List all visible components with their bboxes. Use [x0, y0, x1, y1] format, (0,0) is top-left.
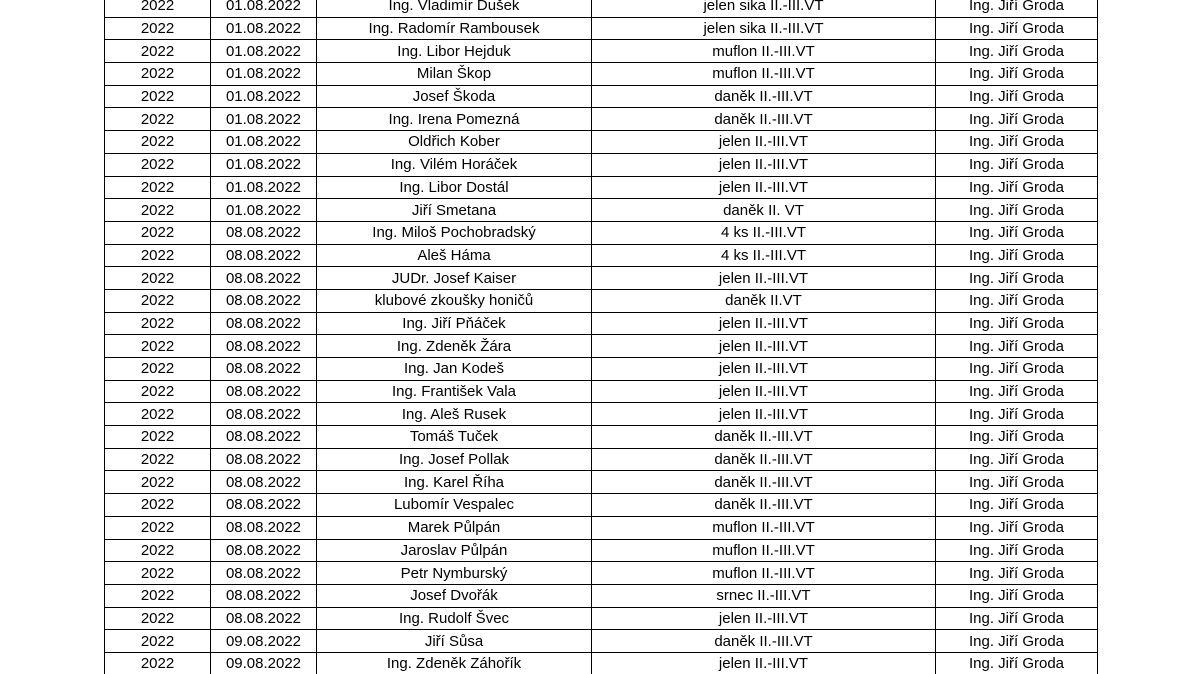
leader-cell: Ing. Jiří Groda: [936, 199, 1098, 222]
date-cell: 01.08.2022: [211, 108, 317, 131]
name-cell: Ing. Rudolf Švec: [317, 607, 592, 630]
leader-cell: Ing. Jiří Groda: [936, 426, 1098, 449]
date-cell: 08.08.2022: [211, 607, 317, 630]
table-row: [105, 630, 1098, 653]
table-row: [105, 516, 1098, 539]
game-cell: jelen sika II.-III.VT: [592, 17, 936, 40]
year-cell: 2022: [105, 267, 211, 290]
leader-cell: Ing. Jiří Groda: [936, 358, 1098, 381]
table-row: [105, 652, 1098, 674]
date-cell: 08.08.2022: [211, 335, 317, 358]
table-row: [105, 426, 1098, 449]
table-row: [105, 17, 1098, 40]
year-cell: 2022: [105, 448, 211, 471]
table-row: [105, 63, 1098, 86]
game-cell: jelen II.-III.VT: [592, 403, 936, 426]
date-cell: 08.08.2022: [211, 403, 317, 426]
game-cell: muflon II.-III.VT: [592, 539, 936, 562]
table-row: [105, 289, 1098, 312]
leader-cell: Ing. Jiří Groda: [936, 471, 1098, 494]
game-cell: daněk II.-III.VT: [592, 108, 936, 131]
leader-cell: Ing. Jiří Groda: [936, 335, 1098, 358]
table-row: [105, 562, 1098, 585]
date-cell: 01.08.2022: [211, 199, 317, 222]
name-cell: Jiří Smetana: [317, 199, 592, 222]
date-cell: 08.08.2022: [211, 584, 317, 607]
date-cell: 08.08.2022: [211, 289, 317, 312]
name-cell: Ing. Libor Hejduk: [317, 40, 592, 63]
year-cell: 2022: [105, 85, 211, 108]
date-cell: 01.08.2022: [211, 153, 317, 176]
leader-cell: Ing. Jiří Groda: [936, 176, 1098, 199]
game-cell: jelen II.-III.VT: [592, 131, 936, 154]
name-cell: Ing. Jiří Pňáček: [317, 312, 592, 335]
year-cell: 2022: [105, 108, 211, 131]
leader-cell: Ing. Jiří Groda: [936, 131, 1098, 154]
leader-cell: Ing. Jiří Groda: [936, 153, 1098, 176]
date-cell: 01.08.2022: [211, 131, 317, 154]
game-cell: daněk II.-III.VT: [592, 494, 936, 517]
leader-cell: Ing. Jiří Groda: [936, 40, 1098, 63]
table-row: [105, 403, 1098, 426]
leader-cell: Ing. Jiří Groda: [936, 63, 1098, 86]
leader-cell: Ing. Jiří Groda: [936, 516, 1098, 539]
game-cell: daněk II.-III.VT: [592, 471, 936, 494]
table-row: [105, 358, 1098, 381]
game-cell: jelen II.-III.VT: [592, 358, 936, 381]
name-cell: Ing. Vilém Horáček: [317, 153, 592, 176]
table-row: [105, 539, 1098, 562]
game-cell: daněk II.VT: [592, 289, 936, 312]
leader-cell: Ing. Jiří Groda: [936, 494, 1098, 517]
game-cell: 4 ks II.-III.VT: [592, 221, 936, 244]
year-cell: 2022: [105, 63, 211, 86]
name-cell: Ing. Josef Pollak: [317, 448, 592, 471]
date-cell: 08.08.2022: [211, 426, 317, 449]
game-cell: jelen II.-III.VT: [592, 652, 936, 674]
year-cell: 2022: [105, 0, 211, 17]
year-cell: 2022: [105, 131, 211, 154]
game-cell: jelen II.-III.VT: [592, 176, 936, 199]
date-cell: 09.08.2022: [211, 630, 317, 653]
game-cell: 4 ks II.-III.VT: [592, 244, 936, 267]
year-cell: 2022: [105, 221, 211, 244]
date-cell: 08.08.2022: [211, 471, 317, 494]
table-row: [105, 448, 1098, 471]
game-cell: jelen II.-III.VT: [592, 335, 936, 358]
game-cell: jelen II.-III.VT: [592, 607, 936, 630]
records-table-body: [105, 0, 1098, 674]
table-row: [105, 176, 1098, 199]
date-cell: 01.08.2022: [211, 63, 317, 86]
year-cell: 2022: [105, 494, 211, 517]
name-cell: klubové zkoušky honičů: [317, 289, 592, 312]
leader-cell: Ing. Jiří Groda: [936, 562, 1098, 585]
name-cell: Milan Škop: [317, 63, 592, 86]
name-cell: Ing. Zdeněk Žára: [317, 335, 592, 358]
date-cell: 01.08.2022: [211, 85, 317, 108]
date-cell: 08.08.2022: [211, 380, 317, 403]
date-cell: 08.08.2022: [211, 494, 317, 517]
name-cell: Ing. Irena Pomezná: [317, 108, 592, 131]
date-cell: 08.08.2022: [211, 539, 317, 562]
year-cell: 2022: [105, 630, 211, 653]
leader-cell: Ing. Jiří Groda: [936, 380, 1098, 403]
name-cell: Aleš Háma: [317, 244, 592, 267]
date-cell: 01.08.2022: [211, 17, 317, 40]
year-cell: 2022: [105, 176, 211, 199]
year-cell: 2022: [105, 607, 211, 630]
name-cell: Ing. Karel Říha: [317, 471, 592, 494]
year-cell: 2022: [105, 516, 211, 539]
table-row: [105, 131, 1098, 154]
date-cell: 08.08.2022: [211, 448, 317, 471]
year-cell: 2022: [105, 539, 211, 562]
name-cell: Ing. Vladimír Dušek: [317, 0, 592, 17]
table-row: [105, 471, 1098, 494]
year-cell: 2022: [105, 471, 211, 494]
table-row: [105, 199, 1098, 222]
name-cell: Ing. František Vala: [317, 380, 592, 403]
leader-cell: Ing. Jiří Groda: [936, 17, 1098, 40]
name-cell: Josef Dvořák: [317, 584, 592, 607]
leader-cell: Ing. Jiří Groda: [936, 0, 1098, 17]
date-cell: 08.08.2022: [211, 244, 317, 267]
table-row: [105, 607, 1098, 630]
game-cell: daněk II.-III.VT: [592, 630, 936, 653]
leader-cell: Ing. Jiří Groda: [936, 630, 1098, 653]
table-row: [105, 380, 1098, 403]
game-cell: daněk II.-III.VT: [592, 85, 936, 108]
year-cell: 2022: [105, 403, 211, 426]
leader-cell: Ing. Jiří Groda: [936, 312, 1098, 335]
table-row: [105, 267, 1098, 290]
year-cell: 2022: [105, 17, 211, 40]
year-cell: 2022: [105, 312, 211, 335]
leader-cell: Ing. Jiří Groda: [936, 584, 1098, 607]
game-cell: srnec II.-III.VT: [592, 584, 936, 607]
leader-cell: Ing. Jiří Groda: [936, 244, 1098, 267]
leader-cell: Ing. Jiří Groda: [936, 108, 1098, 131]
table-row: [105, 335, 1098, 358]
records-table: [104, 0, 1098, 674]
name-cell: Ing. Aleš Rusek: [317, 403, 592, 426]
game-cell: jelen II.-III.VT: [592, 312, 936, 335]
year-cell: 2022: [105, 244, 211, 267]
year-cell: 2022: [105, 380, 211, 403]
name-cell: Jiří Sůsa: [317, 630, 592, 653]
year-cell: 2022: [105, 153, 211, 176]
date-cell: 01.08.2022: [211, 176, 317, 199]
game-cell: daněk II.-III.VT: [592, 426, 936, 449]
leader-cell: Ing. Jiří Groda: [936, 539, 1098, 562]
name-cell: Jaroslav Půlpán: [317, 539, 592, 562]
date-cell: 08.08.2022: [211, 221, 317, 244]
year-cell: 2022: [105, 584, 211, 607]
name-cell: Ing. Miloš Pochobradský: [317, 221, 592, 244]
game-cell: muflon II.-III.VT: [592, 63, 936, 86]
year-cell: 2022: [105, 562, 211, 585]
leader-cell: Ing. Jiří Groda: [936, 289, 1098, 312]
leader-cell: Ing. Jiří Groda: [936, 448, 1098, 471]
game-cell: daněk II. VT: [592, 199, 936, 222]
date-cell: 08.08.2022: [211, 562, 317, 585]
date-cell: 01.08.2022: [211, 0, 317, 17]
name-cell: Lubomír Vespalec: [317, 494, 592, 517]
name-cell: Marek Půlpán: [317, 516, 592, 539]
game-cell: jelen sika II.-III.VT: [592, 0, 936, 17]
year-cell: 2022: [105, 199, 211, 222]
name-cell: Oldřich Kober: [317, 131, 592, 154]
table-row: [105, 494, 1098, 517]
date-cell: 08.08.2022: [211, 516, 317, 539]
game-cell: jelen II.-III.VT: [592, 380, 936, 403]
date-cell: 01.08.2022: [211, 40, 317, 63]
table-row: [105, 153, 1098, 176]
name-cell: Tomáš Tuček: [317, 426, 592, 449]
date-cell: 08.08.2022: [211, 358, 317, 381]
year-cell: 2022: [105, 426, 211, 449]
name-cell: Ing. Libor Dostál: [317, 176, 592, 199]
table-row: [105, 40, 1098, 63]
date-cell: 09.08.2022: [211, 652, 317, 674]
year-cell: 2022: [105, 652, 211, 674]
leader-cell: Ing. Jiří Groda: [936, 652, 1098, 674]
table-row: [105, 108, 1098, 131]
date-cell: 08.08.2022: [211, 312, 317, 335]
leader-cell: Ing. Jiří Groda: [936, 607, 1098, 630]
table-row: [105, 85, 1098, 108]
name-cell: Ing. Jan Kodeš: [317, 358, 592, 381]
year-cell: 2022: [105, 40, 211, 63]
table-row: [105, 244, 1098, 267]
year-cell: 2022: [105, 358, 211, 381]
game-cell: muflon II.-III.VT: [592, 516, 936, 539]
table-row: [105, 584, 1098, 607]
year-cell: 2022: [105, 335, 211, 358]
leader-cell: Ing. Jiří Groda: [936, 221, 1098, 244]
year-cell: 2022: [105, 289, 211, 312]
leader-cell: Ing. Jiří Groda: [936, 267, 1098, 290]
game-cell: daněk II.-III.VT: [592, 448, 936, 471]
game-cell: jelen II.-III.VT: [592, 267, 936, 290]
leader-cell: Ing. Jiří Groda: [936, 403, 1098, 426]
table-row: [105, 312, 1098, 335]
date-cell: 08.08.2022: [211, 267, 317, 290]
table-row: [105, 0, 1098, 17]
name-cell: JUDr. Josef Kaiser: [317, 267, 592, 290]
game-cell: muflon II.-III.VT: [592, 40, 936, 63]
name-cell: Ing. Zdeněk Záhořík: [317, 652, 592, 674]
name-cell: Ing. Radomír Rambousek: [317, 17, 592, 40]
name-cell: Petr Nymburský: [317, 562, 592, 585]
name-cell: Josef Škoda: [317, 85, 592, 108]
game-cell: jelen II.-III.VT: [592, 153, 936, 176]
table-row: [105, 221, 1098, 244]
leader-cell: Ing. Jiří Groda: [936, 85, 1098, 108]
game-cell: muflon II.-III.VT: [592, 562, 936, 585]
